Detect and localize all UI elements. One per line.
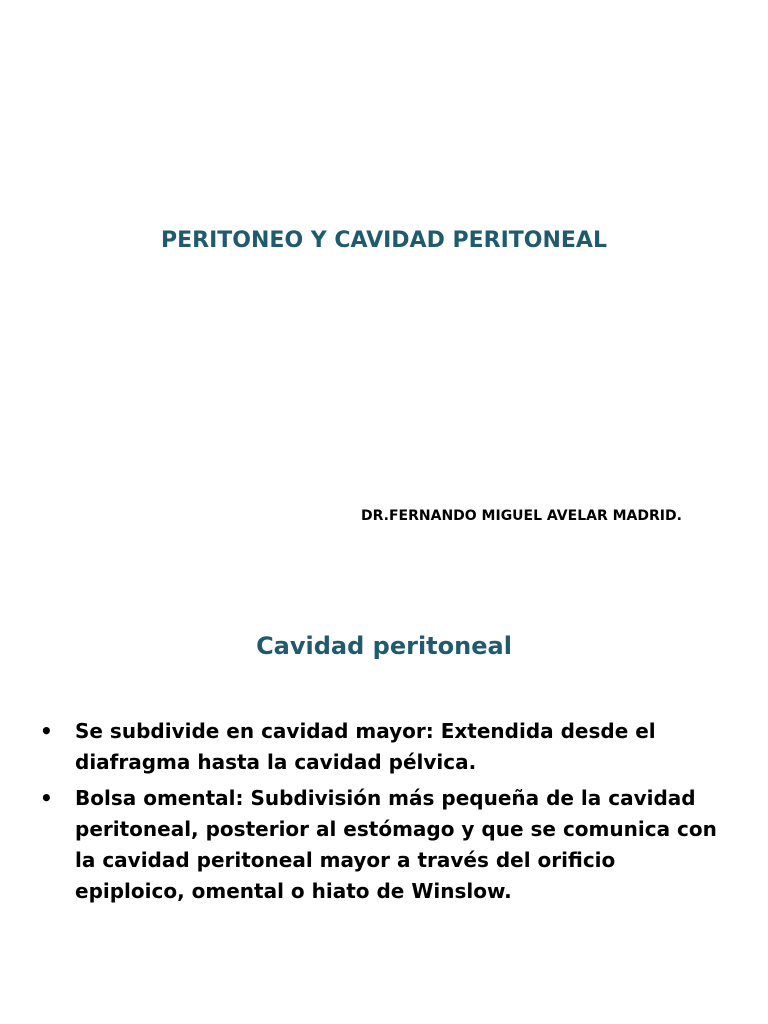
slide-title: Cavidad peritoneal	[256, 632, 512, 660]
bullet-icon: •	[40, 786, 53, 810]
content-slide	[0, 576, 768, 1024]
bullet-list	[40, 716, 720, 912]
list-item	[40, 783, 720, 907]
list-item	[40, 716, 720, 778]
bullet-icon: •	[40, 719, 53, 743]
presentation-title: PERITONEO Y CAVIDAD PERITONEAL	[161, 228, 607, 253]
author-name: DR.FERNANDO MIGUEL AVELAR MADRID.	[361, 508, 682, 524]
bullet-text: Se subdivide en cavidad mayor: Extendida desde el diafragma hasta la cavidad pélvica.	[75, 719, 656, 774]
bullet-text: Bolsa omental: Subdivisión más pequeña de la cavidad peritoneal, posterior al estómago y que se comunica con la cavidad peritoneal mayor a través del orificio epiploico, omental o hiato de Winslow.	[75, 786, 717, 903]
